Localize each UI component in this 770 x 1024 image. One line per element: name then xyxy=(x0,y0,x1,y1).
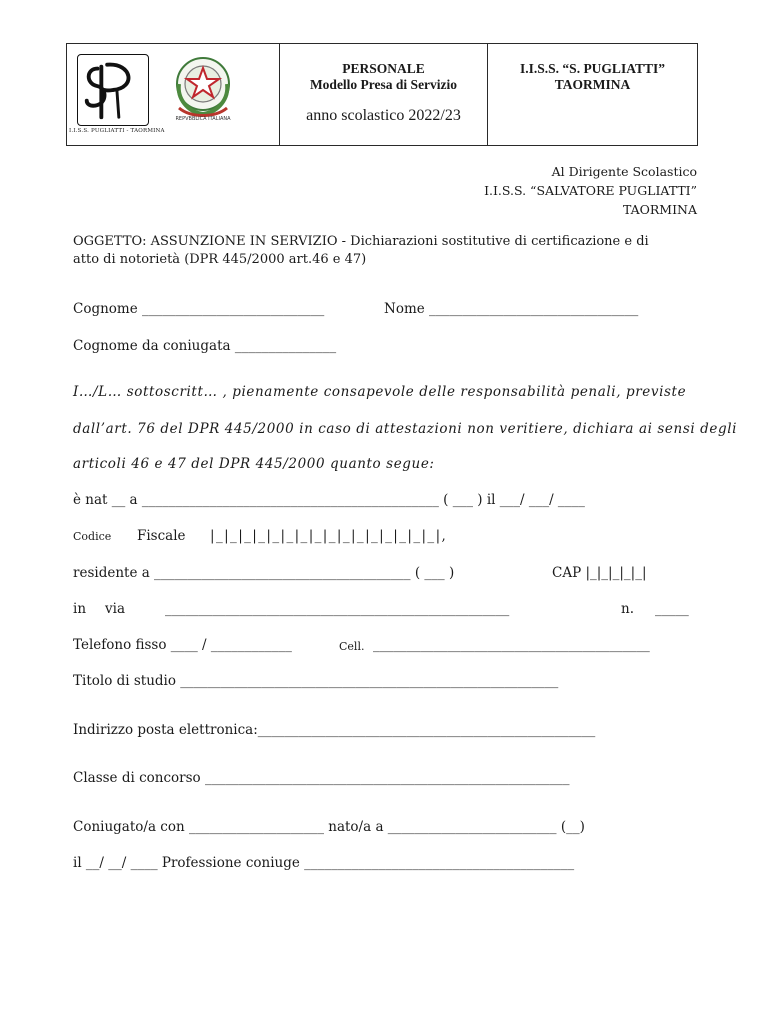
declaration-line-2: dall’art. 76 del DPR 445/2000 in caso di attestazioni non veritiere, dichiara ai sensi degli xyxy=(73,421,738,437)
cap-field[interactable]: CAP |_|_|_|_|_| xyxy=(552,565,647,581)
school-logo xyxy=(77,54,149,126)
cell-field[interactable]: _________________________________________ xyxy=(373,637,650,653)
subject-line-1: OGGETTO: ASSUNZIONE IN SERVIZIO - Dichiarazioni sostitutive di certificazione e di xyxy=(73,234,649,249)
civic-number-field[interactable]: _____ xyxy=(655,601,689,617)
header-table xyxy=(66,43,698,146)
school-city: TAORMINA xyxy=(554,77,631,92)
sp-logo-icon xyxy=(78,55,148,125)
logo-caption: I.I.S.S. PUGLIATTI - TAORMINA xyxy=(69,128,165,134)
email-field[interactable]: Indirizzo posta elettronica:__________________________________________________ xyxy=(73,722,596,738)
school-name: I.I.S.S. “S. PUGLIATTI” xyxy=(520,61,665,76)
department-title: PERSONALE xyxy=(342,61,425,76)
recipient-line-1: Al Dirigente Scolastico xyxy=(551,164,697,179)
header-school-cell xyxy=(488,44,697,145)
school-year: anno scolastico 2022/23 xyxy=(306,107,461,124)
telefono-fisso-field[interactable]: Telefono fisso ____ / ____________ xyxy=(73,637,292,653)
civic-number-label: n. xyxy=(621,601,634,617)
header-logos-cell xyxy=(67,44,280,145)
subject-line-2: atto di notorietà (DPR 445/2000 art.46 e 47) xyxy=(73,252,367,267)
residence-field[interactable]: residente a ______________________________________ ( ___ ) xyxy=(73,565,455,581)
cognome-field[interactable]: Cognome ___________________________ xyxy=(73,301,325,317)
declaration-line-3: articoli 46 e 47 del DPR 445/2000 quanto segue: xyxy=(73,456,435,472)
cognome-coniugata-field[interactable]: Cognome da coniugata _______________ xyxy=(73,338,337,354)
coniuge-field[interactable]: Coniugato/a con ____________________ nato/a a _________________________ (__) xyxy=(73,819,585,835)
cell-label: Cell. xyxy=(339,640,365,653)
codice-label: Codice xyxy=(73,530,112,543)
birth-place-date-field[interactable]: è nat __ a ____________________________________________ ( ___ ) il ___/ ___/ ____ xyxy=(73,492,585,508)
header-title-cell xyxy=(280,44,488,145)
declaration-line-1: I…/L… sottoscritt… , pienamente consapevole delle responsabilità penali, previste xyxy=(73,384,687,400)
via-field[interactable]: ___________________________________________________ xyxy=(165,601,510,617)
recipient-line-3: TAORMINA xyxy=(622,202,697,217)
svg-text:REPVBBLICA ITALIANA: REPVBBLICA ITALIANA xyxy=(175,116,231,122)
classe-concorso-field[interactable]: Classe di concorso ______________________________________________________ xyxy=(73,770,570,786)
nome-field[interactable]: Nome _______________________________ xyxy=(384,301,639,317)
fiscale-label: Fiscale xyxy=(137,528,186,544)
in-label: in xyxy=(73,601,87,617)
coniuge-professione-field[interactable]: il __/ __/ ____ Professione coniuge ________________________________________ xyxy=(73,855,575,871)
italian-republic-emblem-icon xyxy=(165,54,241,122)
recipient-line-2: I.I.S.S. “SALVATORE PUGLIATTI” xyxy=(484,183,697,198)
codice-fiscale-boxes[interactable]: |_|_|_|_|_|_|_|_|_|_|_|_|_|_|_|_|, xyxy=(210,528,448,544)
via-label: via xyxy=(105,601,125,617)
titolo-studio-field[interactable]: Titolo di studio ________________________________________________________ xyxy=(73,673,559,689)
form-title: Modello Presa di Servizio xyxy=(309,77,458,92)
